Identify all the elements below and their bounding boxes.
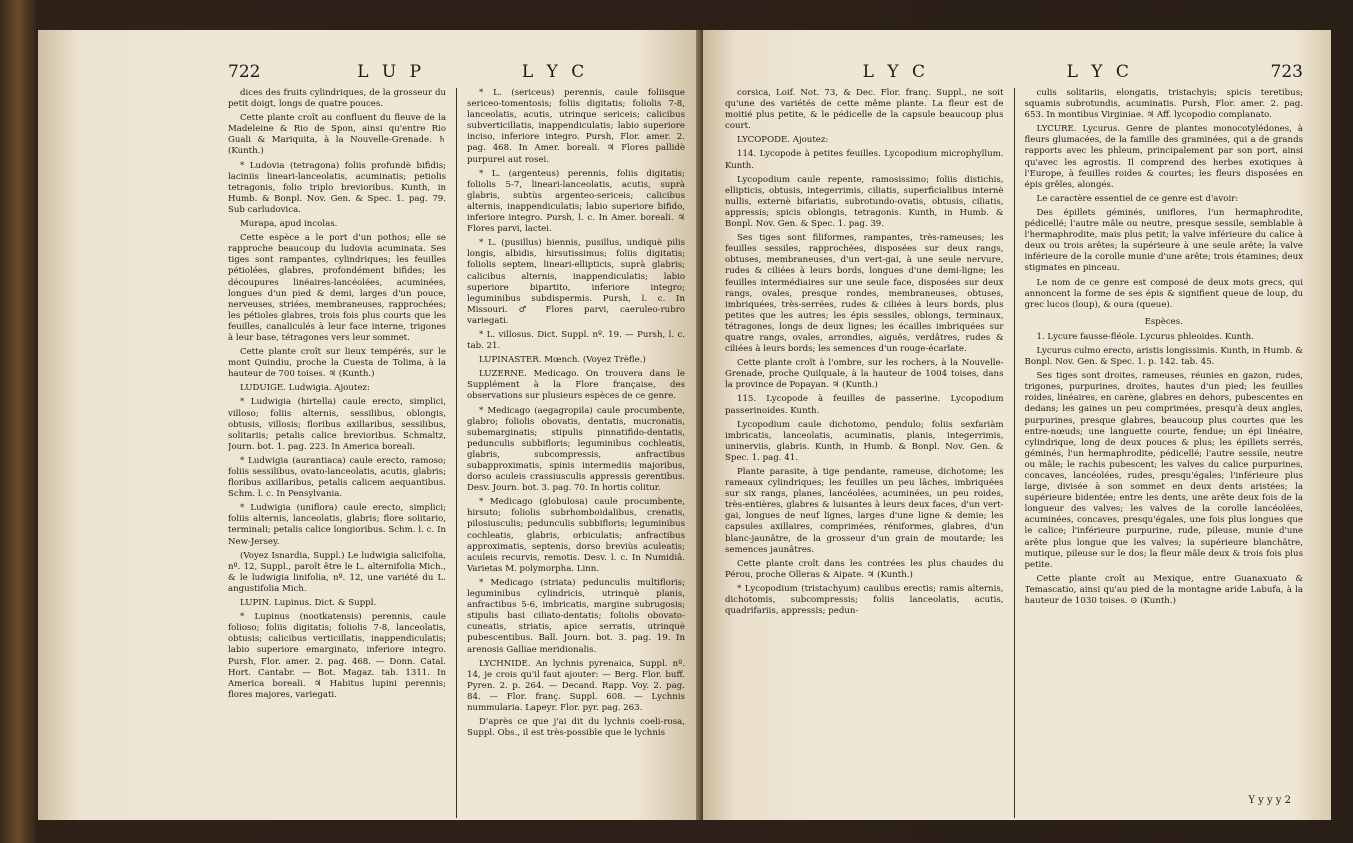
- paragraph: Ses tiges sont droites, rameuses, réunies en gazon, rudes, trigones, purpurines, droites, hautes d'un pied; les feuilles roides, linéaires, en carène, glabres en dehors, pubescentes en dedans; les gaines un peu comprimées, presqu'à deux angles, purpurines, presque glabres, beaucoup plus courtes que les entre-nœuds; une languette courte, fendue; un épi linéaire, cylindrique, long de deux pouces & plus; les épillets serrés, géminés, l'un hermaphrodite, pédicellé; l'autre sessile, neutre ou mâle; le rachis pubescent; les valves du calice purpurines, concaves, lancéolées, rudes, presqu'égales; l'inférieure plus large, divisée à son sommet en deux dents aristées; la supérieure bidentée; entre les dents, une arête deux fois de la longueur des valves; les valves de la corolle lancéolées, acuminées, concaves, presqu'égales, une fois plus longues que le calice; l'inférieure purpurine, rude, pileuse, munie d'une arête plus longue que les valves; la supérieure blanchâtre, mutique, pileuse sur le dos; la fleur mâle deux & trois fois plus petite.: [1024, 371, 1303, 570]
- paragraph: Ses tiges sont filiformes, rampantes, très-rameuses; les feuilles sessiles, rapprochées, disposées sur deux rangs, obtuses, membraneuses, d'un vert-gai, à une seule nervure, rudes & ciliées à leurs bords, longues d'une demi-ligne; les feuilles intermédiaires sur une seule face, disposées sur deux rangs, ovales, presque rondes, membraneuses, obtuses, imbriquées, très-serrées, rudes & ciliées à leurs bords, plus petites que les autres; les épis sessiles, oblongs, terminaux, tétragones, longs de deux lignes; les écailles imbriquées sur quatre rangs, ovales, arrondies, aiguës, verdâtres, rudes & ciliées à leurs bords; les semences d'un rouge-écarlate.: [725, 233, 1004, 355]
- signature-mark: Y y y y 2: [1248, 795, 1291, 806]
- column-rule: [1014, 88, 1015, 818]
- paragraph: Cette plante croît au confluent du fleuve de la Madeleine & Rio de Spon, ainsi qu'entre Rio Guali & Mariquita, à la Nouvelle-Grenade. ♄ (Kunth.): [228, 113, 446, 157]
- paragraph: culis solitariis, elongatis, tristachyis; spicis teretibus; squamis subrotundis, acuminatis. Pursh, Flor. amer. 2. pag. 653. In montibus Virginiae. ♃ Aff. lycopodio complanato.: [1024, 88, 1303, 121]
- paragraph: corsica, Loif. Not. 73, & Dec. Flor. franç. Suppl., ne soit qu'une des variétés de cette même plante. La fleur est de moitié plus petite, & le pédicelle de la capsule beaucoup plus court.: [725, 88, 1004, 132]
- paragraph: 114. Lycopode à petites feuilles. Lycopodium microphyllum. Kunth.: [725, 149, 1004, 171]
- running-head-left: L Y C: [862, 62, 929, 82]
- paragraph: * Ludovia (tetragona) foliis profundè bifidis; laciniis lineari-lanceolatis, acuminatis; petiolis tetragonis, folio triplo brevioribus. Kunth, in Humb. & Bonpl. Nov. Gen. & Spec. 1. pag. 79. Sub carludovica.: [228, 160, 446, 215]
- paragraph: Murapa, apud incolas.: [240, 219, 338, 230]
- paragraph: Cette plante croît au Mexique, entre Guanaxuato & Temascatio, ainsi qu'au pied de la montagne aride Labufa, à la hauteur de 1030 toises. ⊙ (Kunth.): [1024, 573, 1303, 607]
- paragraph: Cette plante croît sur lieux tempérés, sur le mont Quindiu, proche la Cuesta de Tolima, à la hauteur de 700 toises. ♃ (Kunth.): [228, 347, 446, 380]
- page-number: 723: [1270, 62, 1303, 82]
- paragraph: * Ludwigia (uniflora) caule erecto, simplici; foliis alternis, lanceolatis, glabris; flore solitario, terminali; petalis calice longioribus. Schm. l. c. In New-Jersey.: [228, 503, 446, 547]
- paragraph: 115. Lycopode à feuilles de passerine. Lycopodium passerinoides. Kunth.: [725, 394, 1004, 416]
- column-rule: [456, 88, 457, 818]
- paragraph: D'après ce que j'ai dit du lychnis coeli-rosa, Suppl. Obs., il est très-possible que le lychnis: [467, 717, 685, 739]
- right-page: [703, 30, 1331, 820]
- left-page: [38, 30, 703, 820]
- paragraph: * Medicago (aegagropila) caule procumbente, glabro; foliolis obovatis, dentatis, mucronatis, subemarginatis; stipulis pinnatifido-dentatis, pedunculis subbifloris; leguminibus cochleatis, glabris, subcompressis, anfractibus subapproximatis, spinis intermediis majoribus, dorso aculeis crassiusculis appressis gerentibus. Desv. Journ. bot. 3. pag. 70. In hortis colitur.: [467, 405, 685, 494]
- paragraph: * L. (pusillus) biennis, pusillus, undiquè pilis longis, albidis, hirsutissimus; foliis digitatis; foliolis septem, lineari-ellipticis, suprà glabris; calicibus alternis, inappendiculatis; labio superiore bipartito, inferiore integro; leguminibus subdispermis. Pursh, l. c. In Missouri. ♂ Flores parvi, caeruleo-rubro variegati.: [467, 238, 685, 326]
- left-column-2: [467, 88, 685, 818]
- paragraph: LUPIN. Lupinus. Dict. & Suppl.: [240, 598, 377, 609]
- paragraph: Lycurus culmo erecto, aristis longissimis. Kunth, in Humb. & Bonpl. Nov. Gen. & Spec. 1. p. 142. tab. 45.: [1024, 345, 1303, 368]
- paragraph: * Medicago (globulosa) caule procumbente, hirsuto; foliolis subrhomboidalibus, crenatis, pilosiusculis; pedunculis subbifloris; leguminibus cochleatis, glabris, orbiculatis; anfractibus approximatis, septenis, dorso breviùs aculeatis; aculeis recurvis, remotis. Desv. l. c. In Numidiâ. Varietas M. polymorpha. Linn.: [467, 497, 685, 574]
- paragraph: LUZERNE. Medicago. On trouvera dans le Supplément à la Flore française, des observations sur plusieurs espèces de ce genre.: [467, 369, 685, 402]
- paragraph: Des épillets géminés, uniflores, l'un hermaphrodite, pédicellé; l'autre mâle ou neutre, presque sessile, semblable à l'hermaphrodite, mais plus petit; la valve inférieure du calice à deux ou trois arêtes; la supérieure à une seule arête; la valve inférieure de la corolle munie d'une arête; trois étamines; deux stigmates en pinceau.: [1024, 207, 1303, 274]
- running-head-right: L Y C: [1066, 62, 1133, 82]
- paragraph: * L. (sericeus) perennis, caule foliisque sericeo-tomentosis; foliis digitatis; foliolis 7-8, lanceolatis, acutis, utrinque sericeis; calicibus subverticillatis, inappendiculatis; labio superiore inciso, inferiore integro. Pursh, Flor. amer. 2. pag. 468. In Amer. boreali. ♃ Flores pallidè purpurei aut rosei.: [467, 88, 685, 165]
- paragraph: Le caractère essentiel de ce genre est d'avoir:: [1036, 193, 1239, 204]
- right-column-1: [725, 88, 1004, 818]
- paragraph: Le nom de ce genre est composé de deux mots grecs, qui annoncent la forme de ses épis & signifient queue de loup, du grec lucos (loup), & oura (queue).: [1024, 277, 1303, 310]
- paragraph: * Lupinus (nootkatensis) perennis, caule folioso; foliis digitatis; foliolis 7-8, lanceolatis, obtusis; calicibus verticillatis, inappendiculatis; labio superiore emarginato, inferiore integro. Pursh, Flor. amer. 2. pag. 468. — Donn. Catal. Hort. Cantabr. — Bot. Magaz. tab. 1311. In America boreali. ♃ Habitus lupini perennis; flores majores, variegati.: [228, 612, 446, 700]
- paragraph: 1. Lycure fausse-fléole. Lycurus phleoides. Kunth.: [1036, 331, 1254, 342]
- paragraph: Lycopodium caule repente, ramosissimo; foliis distichis, ellipticis, obtusis, integerrimis, ciliatis, superficialibus internè nullis, externè bifariatis, subrotundo-ovatis, obtusis, ciliatis, appressis; spicis oblongis, tetragonis. Kunth, in Humb. & Bonpl. Nov. Gen. & Spec. 1. pag. 39.: [725, 174, 1004, 230]
- running-head-right: L Y C: [521, 62, 589, 82]
- right-column-2: [1025, 88, 1304, 818]
- paragraph: * Ludwigia (hirtella) caule erecto, simplici, villoso; foliis alternis, sessilibus, oblongis, obtusis, villosis; floribus axillaribus, sessilibus, solitariis; petalis calice brevioribus. Schmaltz, Journ. bot. 1. pag. 223. In America boreali.: [228, 397, 446, 452]
- paragraph: LYCURE. Lycurus. Genre de plantes monocotylédones, à fleurs glumacées, de la famille des graminées, qui a de grands rapports avec les phleum, principalement par son port, ainsi qu'avec les agrostis. Il comprend des herbes exotiques à l'Europe, à feuilles roides & courtes; les fleurs disposées en épis grêles, alongés.: [1024, 124, 1303, 190]
- running-head-left: L U P: [357, 62, 426, 82]
- paragraph: Cette espèce a le port d'un pothos; elle se rapproche beaucoup du ludovia acuminata. Ses tiges sont rampantes, cylindriques; les feuilles pétiolées, glabres, profondément bifides; les découpures linéaires-lancéolées, acuminées, longues d'un pied & demi, larges d'un pouce, nerveuses, striées, membraneuses, rapprochées; les pétioles glabres, trois fois plus courts que les feuilles, canaliculés à leur face interne, trigones à leur base, tétragones vers leur sommet.: [228, 233, 446, 343]
- paragraph: LYCOPODE. Ajoutez:: [737, 135, 829, 146]
- paragraph: Cette plante croît dans les contrées les plus chaudes du Pérou, proche Olleras & Aipate. ♃ (Kunth.): [725, 558, 1004, 580]
- paragraph: LUDUIGE. Ludwigia. Ajoutez:: [240, 383, 370, 394]
- left-running-head: [228, 62, 685, 82]
- paragraph: * L. villosus. Dict. Suppl. nº. 19. — Pursh, l. c. tab. 21.: [467, 329, 685, 352]
- paragraph: Espèces.: [1144, 316, 1183, 327]
- paragraph: dices des fruits cylindriques, de la grosseur du petit doigt, longs de quatre pouces.: [228, 88, 446, 110]
- paragraph: LYCHNIDE. An lychnis pyrenaica, Suppl. nº. 14, je crois qu'il faut ajouter: — Berg. Flor. buff. Pyren. 2. p. 264. — Decand. Rapp. Voy. 2. pag. 84. — Flor. franç. Suppl. 608. — Lychnis nummularia. Lapeyr. Flor. pyr. pag. 263.: [467, 658, 685, 713]
- paragraph: LUPINASTER. Mœnch. (Voyez Trèfle.): [479, 355, 646, 366]
- paragraph: Plante parasite, à tige pendante, rameuse, dichotome; les rameaux cylindriques; les feuilles un peu lâches, imbriquées sur six rangs, planes, lancéolées, acuminées, un peu roides, très-entières, glabres & luisantes à leurs deux faces, d'un vert-gai, longues de neuf lignes, larges d'une ligne & demie; les capsules axillaires, comprimées, réniformes, glabres, d'un blanc-jaunâtre, de la grosseur d'un grain de moutarde; les semences jaunâtres.: [725, 467, 1004, 555]
- paragraph: (Voyez Isnardia, Suppl.) Le ludwigia salicifolia, nº. 12, Suppl., paroît être le L. alternifolia Mich., & le ludwigia linifolia, nº. 12, une variété du L. angustifolia Mich.: [228, 550, 446, 594]
- paragraph: Lycopodium caule dichotomo, pendulo; foliis sexfariàm imbricatis, lanceolatis, acuminatis, planis, integerrimis, uninerviis, glabris. Kunth, in Humb. & Bonpl. Nov. Gen. & Spec. 1. pag. 41.: [725, 419, 1004, 463]
- left-column-1: [228, 88, 446, 818]
- paragraph: Cette plante croît à l'ombre, sur les rochers, à la Nouvelle-Grenade, proche Quilquale, à la hauteur de 1004 toises, dans la province de Popayan. ♃ (Kunth.): [725, 358, 1004, 391]
- paragraph: * Medicago (striata) pedunculis multifloris; leguminibus cylindricis, utrinquè planis, anfractibus 5-6, imbricatis, margine subrugosis; stipulis basi ciliato-dentatis; foliolis obovato-cuneatis, striatis, apice serratis, utrinquè pubescentibus. Ball. Journ. bot. 3. pag. 19. In arenosis Galliae meridionalis.: [467, 577, 685, 655]
- right-running-head: [725, 62, 1303, 82]
- paragraph: * L. (argenteus) perennis, foliis digitatis; foliolis 5-7, lineari-lanceolatis, acutis, suprà glabris, subtùs argenteo-sericeis; calicibus alternis, inappendiculatis; labio superiore bifido, inferiore integro. Pursh, l. c. In Amer. boreali. ♃ Flores parvi, lactei.: [467, 168, 685, 235]
- paragraph: * Ludwigia (aurantiaca) caule erecto, ramoso; foliis sessilibus, ovato-lanceolatis, acutis, glabris; floribus axillaribus, petalis calicem aequantibus. Schm. l. c. In Pensylvania.: [228, 455, 446, 500]
- page-number: 722: [228, 62, 261, 82]
- paragraph: * Lycopodium (tristachyum) caulibus erectis; ramis alternis, dichotomis, subcompressis; foliis lanceolatis, acutis, quadrifariis, appressis; pedun-: [725, 583, 1004, 617]
